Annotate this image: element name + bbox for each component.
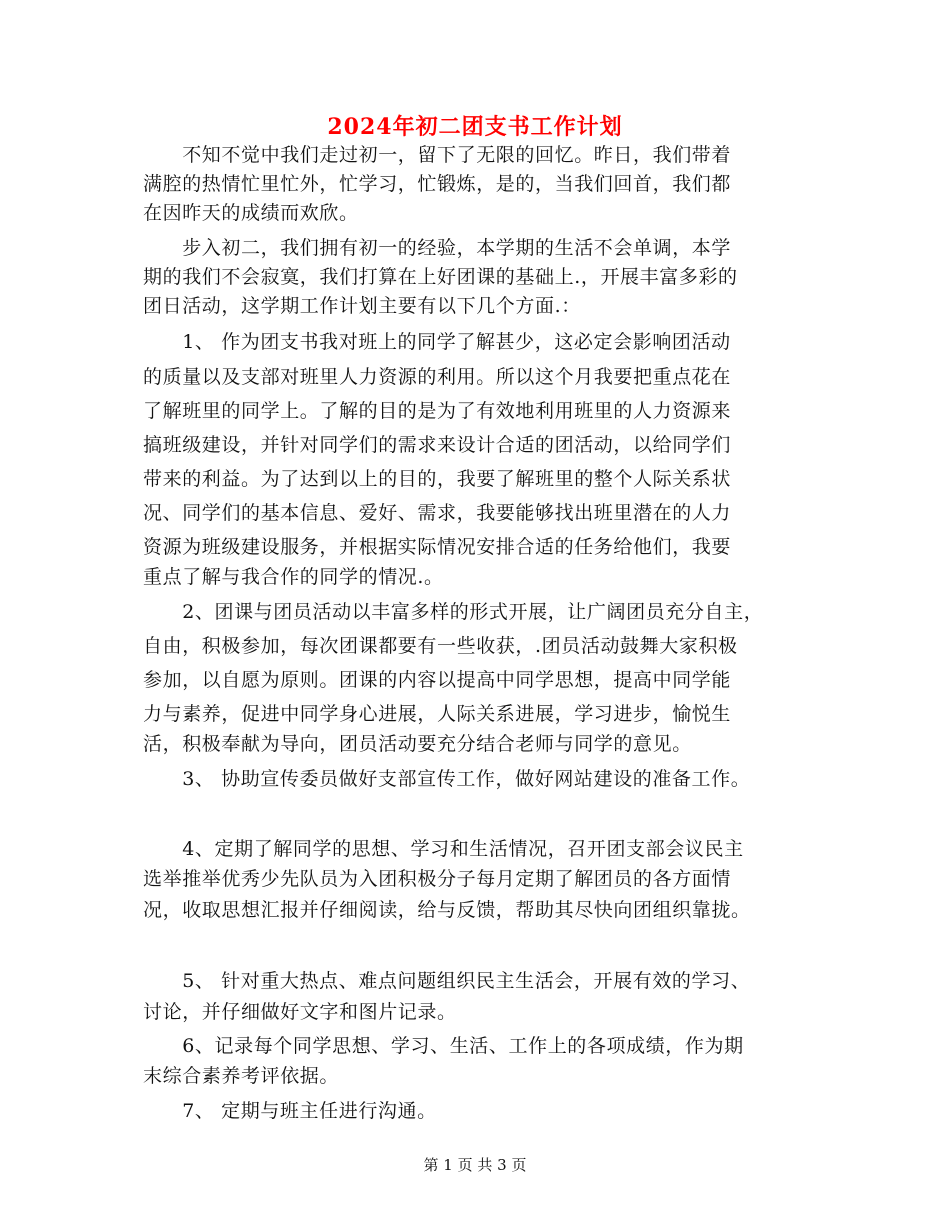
text-line: 带来的利益。为了达到以上的目的，我要了解班里的整个人际关系状 [143,468,732,490]
document-title: 2024年初二团支书工作计划 [327,114,623,140]
text-line: 1、 作为团支书我对班上的同学了解甚少，这必定会影响团活动 [143,331,731,353]
text-line: 力与素养，促进中同学身心进展，人际关系进展，学习进步，愉悦生 [143,703,732,725]
text-line: 搞班级建设，并针对同学们的需求来设计合适的团活动，以给同学们 [143,434,732,456]
text-line: 在因昨天的成绩而欢欣。 [143,202,359,224]
text-line: 了解班里的同学上。了解的目的是为了有效地利用班里的人力资源来 [143,400,732,422]
text-line: 参加，以自愿为原则。团课的内容以提高中同学思想，提高中同学能 [143,669,732,691]
text-line: 期的我们不会寂寞，我们打算在上好团课的基础上.，开展丰富多彩的 [143,266,738,288]
text-line: 况，收取思想汇报并仔细阅读，给与反馈，帮助其尽快向团组织靠拢。 [143,899,751,921]
text-line: 3、 协助宣传委员做好支部宣传工作，做好网站建设的准备工作。 [143,768,751,790]
text-line: 自由，积极参加，每次团课都要有一些收获，.团员活动鼓舞大家积极 [143,635,738,657]
text-line: 4、定期了解同学的思想、学习和生活情况，召开团支部会议民主 [143,838,744,860]
text-line: 不知不觉中我们走过初一，留下了无限的回忆。昨日，我们带着 [143,144,732,166]
text-line: 末综合素养考评依据。 [143,1065,340,1087]
text-line: 讨论，并仔细做好文字和图片记录。 [143,1001,457,1023]
text-line: 选举推举优秀少先队员为入团积极分子每月定期了解团员的各方面情 [143,868,732,890]
page-footer: 第 1 页 共 3 页 [423,1156,527,1174]
text-line: 6、记录每个同学思想、学习、生活、工作上的各项成绩，作为期 [143,1035,744,1057]
text-line: 7、 定期与班主任进行沟通。 [143,1100,437,1122]
text-line: 2、团课与团员活动以丰富多样的形式开展，让广阔团员充分自主， [143,601,764,623]
text-line: 满腔的热情忙里忙外，忙学习，忙锻炼，是的，当我们回首，我们都 [143,173,732,195]
text-line: 况、同学们的基本信息、爱好、需求，我要能够找出班里潜在的人力 [143,502,732,524]
text-line: 5、 针对重大热点、难点问题组织民主生活会，开展有效的学习、 [143,970,751,992]
text-line: 资源为班级建设服务，并根据实际情况安排合适的任务给他们，我要 [143,536,732,558]
text-line: 的质量以及支部对班里人力资源的利用。所以这个月我要把重点花在 [143,366,732,388]
text-line: 步入初二，我们拥有初一的经验，本学期的生活不会单调，本学 [143,237,732,259]
text-line: 重点了解与我合作的同学的情况.。 [143,566,444,588]
text-line: 活，积极奉献为导向，团员活动要充分结合老师与同学的意见。 [143,733,692,755]
text-line: 团日活动，这学期工作计划主要有以下几个方面.： [143,295,581,317]
